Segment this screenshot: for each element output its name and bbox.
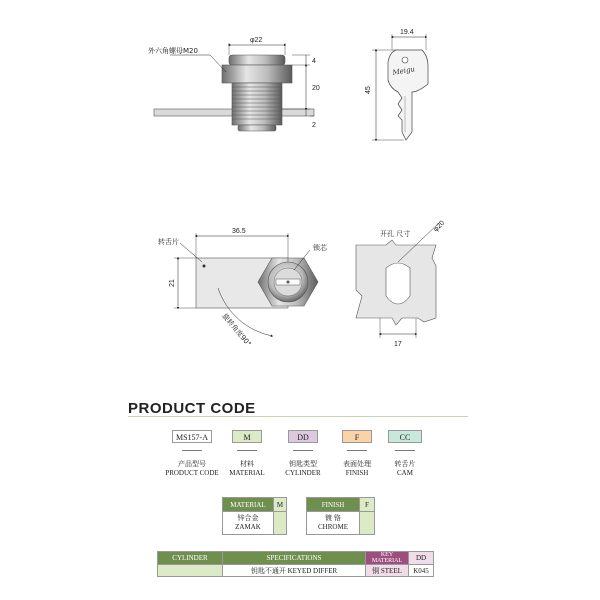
code-box-finish: F bbox=[342, 430, 372, 443]
finish-table-header: FINISH bbox=[307, 498, 360, 512]
front-width-dim: 36.5 bbox=[232, 228, 246, 235]
lock-front-view bbox=[174, 233, 318, 336]
lock-side-view bbox=[154, 43, 314, 131]
cutout-diameter-dim: φ20 bbox=[432, 219, 447, 234]
panel-cutout-view bbox=[356, 222, 440, 338]
material-value-cn: 锌合金 bbox=[237, 514, 259, 522]
material-table-header: MATERIAL bbox=[223, 498, 274, 512]
material-table-code: M bbox=[274, 498, 287, 512]
finish-table-code: F bbox=[360, 498, 375, 512]
tick bbox=[347, 450, 367, 451]
cam-label: 转舌片 bbox=[158, 238, 179, 246]
rotation-label: 旋转角度90° bbox=[220, 312, 253, 349]
code-box-material: M bbox=[232, 430, 262, 443]
code-label-cn: 产品型号 bbox=[178, 460, 206, 468]
code-label-cn: 转舌片 bbox=[394, 460, 416, 468]
code-label-en: MATERIAL bbox=[229, 469, 265, 477]
tick bbox=[182, 450, 202, 451]
spec-col-specifications: SPECIFICATIONS bbox=[223, 552, 366, 565]
material-table-code-cell bbox=[274, 512, 287, 535]
code-label-en: FINISH bbox=[345, 469, 369, 477]
material-table-value bbox=[223, 512, 274, 535]
spec-row-code: K045 bbox=[409, 565, 434, 577]
finish-table-code-cell bbox=[360, 512, 375, 535]
cutout-title: 开孔 尺寸 bbox=[380, 230, 411, 238]
core-label: 锁芯 bbox=[313, 244, 327, 252]
key-brand: Meigu bbox=[391, 65, 416, 77]
finish-value-cn: 镀 铬 bbox=[325, 514, 341, 522]
tick bbox=[237, 450, 257, 451]
height-dim-b: 20 bbox=[312, 85, 320, 92]
code-box-product: MS157-A bbox=[172, 430, 212, 443]
code-box-cam: CC bbox=[388, 430, 422, 443]
code-box-cylinder: DD bbox=[288, 430, 318, 443]
height-dim-a: 4 bbox=[312, 58, 316, 65]
diameter-dim-label: φ22 bbox=[250, 37, 263, 44]
finish-value-en: CHROME bbox=[318, 523, 348, 531]
tick bbox=[395, 450, 415, 451]
key-view bbox=[372, 34, 428, 140]
nut-label: 外六角螺母M20 bbox=[148, 47, 198, 55]
front-height-dim: 21 bbox=[169, 279, 176, 287]
cutout-width-dim: 17 bbox=[394, 341, 402, 348]
key-width-dim: 19.4 bbox=[400, 29, 414, 36]
code-label-en: CYLINDER bbox=[285, 469, 321, 477]
code-label-en: PRODUCT CODE bbox=[165, 469, 219, 477]
code-label-cn: 表面处理 bbox=[343, 460, 371, 468]
spec-row-material: 铜 STEEL bbox=[366, 565, 409, 577]
material-value-en: ZAMAK bbox=[235, 523, 261, 531]
spec-table bbox=[157, 551, 434, 577]
product-code-heading: PRODUCT CODE bbox=[128, 400, 256, 417]
spec-row-spec: 钥匙不通开 KEYED DIFFER bbox=[223, 565, 366, 577]
spec-cylinder-cell bbox=[158, 565, 223, 577]
spec-col-code: DD bbox=[409, 552, 434, 565]
spec-col-cylinder: CYLINDER bbox=[158, 552, 223, 565]
spec-col-key-material: KEY MATERIAL bbox=[366, 552, 409, 565]
tick bbox=[293, 450, 313, 451]
finish-table bbox=[306, 497, 375, 535]
material-table bbox=[222, 497, 287, 535]
code-label-cn: 钥匙类型 bbox=[289, 460, 317, 468]
finish-table-value bbox=[307, 512, 360, 535]
heading-rule bbox=[128, 416, 468, 417]
height-dim-c: 2 bbox=[312, 122, 316, 129]
key-length-dim: 45 bbox=[365, 86, 372, 94]
code-label-en: CAM bbox=[397, 469, 413, 477]
code-label-cam bbox=[370, 460, 440, 478]
code-label-cn: 材料 bbox=[240, 460, 254, 468]
